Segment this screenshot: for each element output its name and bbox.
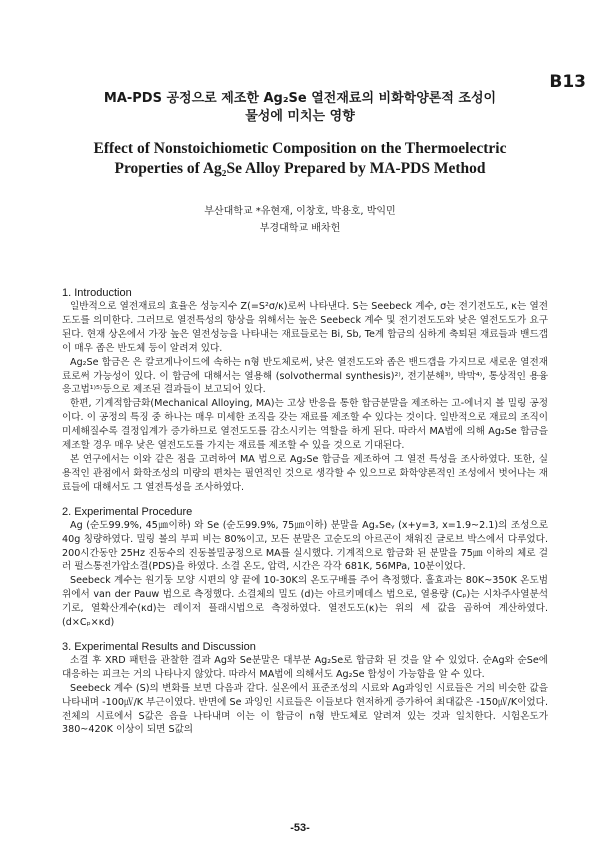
section-heading: 3. Experimental Results and Discussion [62,640,256,653]
english-title [60,139,540,179]
author-line: 부산대학교 *유현재, 이창호, 박용호, 박익민 [204,206,396,217]
paper-body [62,286,548,737]
section-heading: 1. Introduction [62,287,132,299]
english-title-line: Effect of Nonstoichiometic Composition on the Thermoelectric [93,140,507,157]
author-block [100,203,500,237]
korean-title-line: MA-PDS 공정으로 제조한 Ag₂Se 열전재료의 비화학양론적 조성이 [103,91,497,106]
paragraph: Seebeck 계수 (S)의 변화를 보면 다음과 같다. 실온에서 표준조성의 시료와 Ag과잉인 시료들은 거의 비슷한 값을 나타내며 -100㎶/K 부근이였다. 반면에 Se 과잉인 시료들은 이들보다 현저하게 증가하여 최대값은 -150㎶/K이었다. 전체의 시료에서 S값은 음을 나타내며 이는 이 합금이 n형 반도체로 알려져 있는 것과 일치한다. 시험온도가 380~420K 이상이 되면 S값의 [62,682,548,736]
paragraph: 한편, 기계적합금화(Mechanical Alloying, MA)는 고상 반응을 통한 합금분말을 제조하는 고-에너지 볼 밀링 공정이다. 이 공정의 특징 중 하나는 매우 미세한 조직을 갖는 재료를 제조할 수 있다는 것이다. 일반적으로 재료의 조직이 미세해질수록 결정입계가 증가하므로 열전도도를 감소시키는 역할을 하게 된다. 따라서 MA법에 의해 Ag₂Se 합금을 제조할 경우 매우 낮은 열전도도를 가지는 재료를 제조할 수 있을 것으로 기대된다. [62,398,548,452]
paragraph: 일반적으로 열전재료의 효율은 성능지수 Z(=S²σ/κ)로써 나타낸다. S는 Seebeck 계수, σ는 전기전도도, κ는 열전도도를 의미한다. 그러므로 열전특성의 향상을 위해서는 높은 Seebeck 계수 및 전기전도도와 낮은 열전도도가 요구된다. 현재 상온에서 가장 높은 열전성능을 나타내는 재료들로는 Bi, Sb, Te계 합금의 심하게 축퇴된 재료들과 밴드갭이 매우 좁은 반도체 등이 알려져 있다. [62,301,548,354]
paragraph: 소결 후 XRD 패턴을 관찰한 결과 Ag와 Se분말은 대부분 Ag₂Se로 합금화 된 것을 알 수 있었다. 순Ag와 순Se에 대응하는 피크는 거의 나타나지 않았다. 따라서 MA법에 의해서도 Ag₂Se 합성이 가능함을 알 수 있다. [62,654,548,680]
korean-title-line: 물성에 미치는 영향 [245,109,355,124]
english-title-line: Properties of Ag₂Se Alloy Prepared by MA-PDS Method [114,160,486,177]
paragraph: Ag (순도99.9%, 45㎛이하) 와 Se (순도99.9%, 75㎛이하) 분말을 AgₓSeᵧ (x+y=3, x=1.9~2.1)의 조성으로 40g 칭량하였다. 밀링 볼의 부피 비는 80%이고, 모든 분말은 고순도의 아르곤이 채워진 글로브 박스에서 다루었다. 200시간동안 25Hz 진동수의 진동볼밀공정으로 MA를 실시했다. 기계적으로 합금화 된 분말을 75㎛ 이하의 체로 걸러 펄스통전가압소결(PDS)을 하였다. 소결 온도, 압력, 시간은 각각 681K, 56MPa, 10분이었다. [62,519,548,573]
korean-title [70,90,530,126]
paragraph: 본 연구에서는 이와 같은 점을 고려하여 MA 법으로 Ag₂Se 합금을 제조하여 그 열전 특성을 조사하였다. 또한, 실용적인 관점에서 화학조성의 미량의 편차는 필연적인 것으로 생각할 수 있으므로 화학양론적인 조성에서 벗어나는 재료들에 대해서도 그 열전특성을 조사하였다. [62,453,548,493]
abstract-code: B13 [549,72,586,92]
paragraph: Ag₂Se 합금은 은 칼코게나이드에 속하는 n형 반도체로써, 낮은 열전도도와 좁은 밴드갭을 가지므로 새로운 열전재료로써 가능성이 있다. 이 합금에 대해서는 열용해 (solvothermal synthesis)²⁾, 전기분해³⁾, 박막⁴⁾, 통상적인 용융응고법¹⁾⁵⁾등으로 제조된 결과들이 보고되어 있다. [62,356,548,396]
page-number: -53- [290,822,310,834]
paragraph: Seebeck 계수는 원기둥 모양 시편의 양 끝에 10-30K의 온도구배를 주어 측정했다. 홀효과는 80K~350K 온도범위에서 van der Pauw 법으로 측정했다. 소결체의 밀도 (d)는 아르키메데스 법으로, 열용량 (Cₚ)는 시차주사열분석기로, 열확산계수(κd)는 레이저 플래시법으로 측정하였다. 열전도도(κ)는 위의 세 값을 곱하여 계산하였다. (d×Cₚ×κd) [62,575,548,629]
author-line: 부경대학교 배차헌 [259,223,341,234]
section-heading: 2. Experimental Procedure [62,505,193,518]
